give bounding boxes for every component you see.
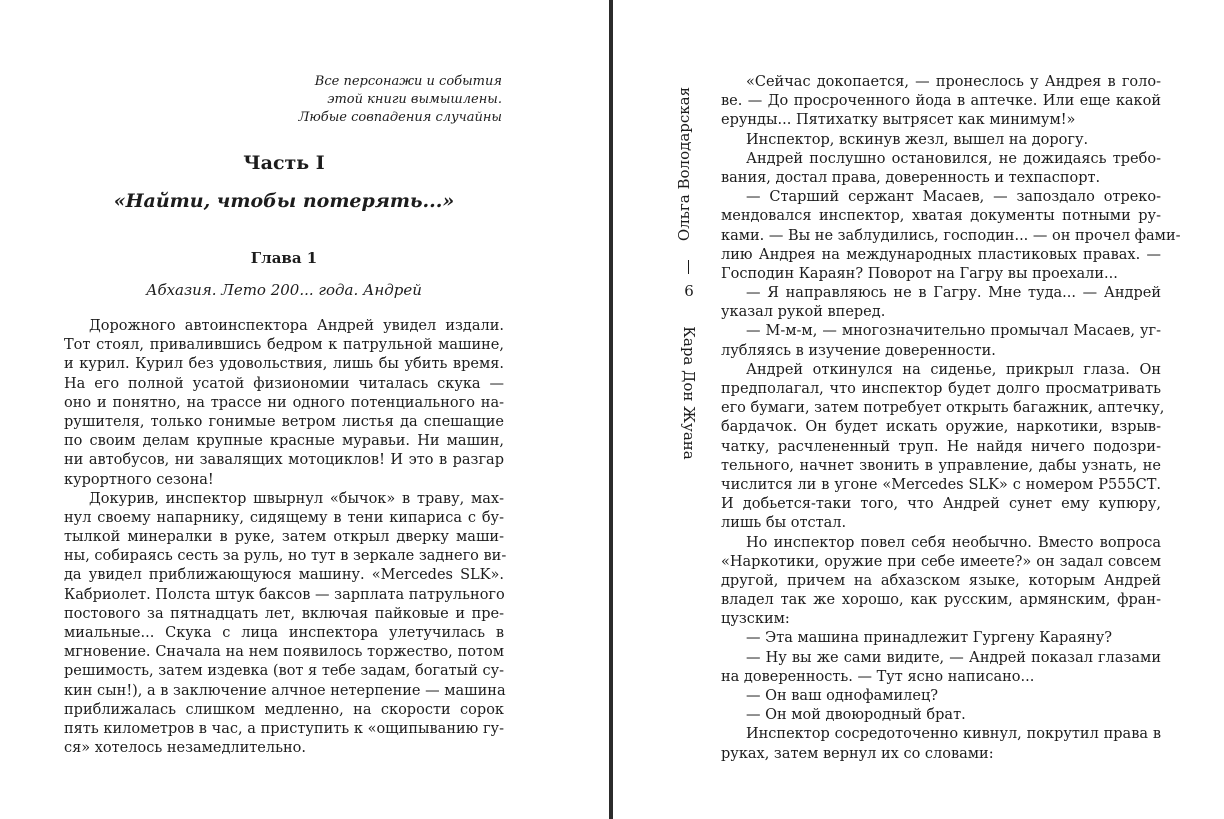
text-line: числится ли в угоне «Mercedes SLK» с номером Р555СТ. bbox=[721, 476, 1161, 493]
text-line: цузским: bbox=[721, 611, 790, 628]
text-line: — Старший сержант Масаев, — запоздало отреко- bbox=[746, 189, 1161, 206]
text-line: ве. — До просроченного йода в аптечке. Или еще какой bbox=[721, 93, 1161, 110]
text-line: постового за пятнадцать лет, включая пайковые и пре- bbox=[64, 605, 504, 622]
text-line: кин сын!), а в заключение алчное нетерпение — машина bbox=[64, 682, 506, 699]
text-line: И добьется-таки того, что Андрей сунет ему купюру, bbox=[721, 496, 1161, 513]
right-page bbox=[615, 0, 1224, 819]
part-title: Часть I bbox=[243, 152, 325, 174]
text-line: его бумаги, затем потребует открыть багажник, аптечку, bbox=[721, 400, 1165, 417]
text-line: Андрей откинулся на сиденье, прикрыл глаза. Он bbox=[746, 361, 1161, 378]
running-head-book-title: Кара Дон Жуана bbox=[680, 326, 698, 460]
text-line: на доверенность. — Тут ясно написано... bbox=[721, 668, 1035, 685]
text-line: Господин Караян? Поворот на Гагру вы проехали... bbox=[721, 265, 1118, 282]
text-line: и курил. Курил без удовольствия, лишь бы убить время. bbox=[64, 356, 504, 373]
text-line: — Ну вы же сами видите, — Андрей показал глазами bbox=[746, 649, 1161, 666]
chapter-subtitle: Абхазия. Лето 200... года. Андрей bbox=[146, 281, 422, 299]
text-line: приближалась слишком медленно, на скорости сорок bbox=[64, 701, 504, 718]
text-line: ны, собираясь сесть за руль, но тут в зеркале заднего ви- bbox=[64, 548, 507, 565]
text-line: лишь бы отстал. bbox=[721, 515, 847, 532]
text-line: да увидел приближающуюся машину. «Mercedes SLK». bbox=[64, 567, 504, 584]
text-line: «Сейчас докопается, — пронеслось у Андрея в голо- bbox=[746, 74, 1161, 90]
text-line: — Я направляюсь не в Гагру. Мне туда... — Андрей bbox=[746, 285, 1161, 302]
text-line: — Он ваш однофамилец? bbox=[746, 688, 939, 704]
text-line: Но инспектор повел себя необычно. Вместо вопроса bbox=[746, 534, 1161, 551]
text-line: оно и понятно, на трассе ни одного потенциального на- bbox=[64, 394, 504, 411]
running-head-rule bbox=[688, 260, 689, 274]
running-head-author: Ольга Володарская bbox=[675, 86, 693, 242]
text-line: указал рукой вперед. bbox=[721, 304, 886, 321]
part-subtitle: «Найти, чтобы потерять...» bbox=[113, 190, 455, 212]
text-line: вания, достал права, доверенность и техпаспорт. bbox=[721, 169, 1101, 186]
text-line: чатку, расчлененный труп. Не найдя ничего подозри- bbox=[721, 438, 1161, 455]
page-number: 6 bbox=[684, 282, 694, 300]
text-line: владел так же хорошо, как русским, армянским, фран- bbox=[721, 592, 1161, 609]
text-line: бардачок. Он будет искать оружие, наркотики, взрыв- bbox=[721, 419, 1161, 436]
text-line: Инспектор сосредоточенно кивнул, покрутил права в bbox=[746, 726, 1161, 743]
text-line: Дорожного автоинспектора Андрей увидел издали. bbox=[89, 318, 504, 334]
text-line: тылкой минералки в руке, затем открыл дверку маши- bbox=[64, 529, 504, 546]
left-page bbox=[0, 0, 609, 819]
text-line: решимость, затем издевка (вот я тебе задам, богатый су- bbox=[64, 663, 505, 680]
right-page-body-text bbox=[721, 73, 1181, 764]
text-line: Кабриолет. Полста штук баксов — зарплата патрульного bbox=[64, 586, 505, 603]
text-line: руках, затем вернул их со словами: bbox=[721, 745, 994, 762]
text-line: тельного, начнет звонить в управление, дабы узнать, не bbox=[721, 457, 1161, 474]
chapter-title: Глава 1 bbox=[250, 249, 318, 267]
text-line: лию Андрея на международных пластиковых правах. — bbox=[721, 246, 1161, 263]
epigraph-line: этой книги вымышлены. bbox=[327, 92, 502, 107]
text-line: «Наркотики, оружие при себе имеете?» он задал совсем bbox=[721, 553, 1161, 570]
text-line: предполагал, что инспектор будет долго просматривать bbox=[721, 381, 1161, 397]
text-line: ерунды... Пятихатку вытрясет как минимум!» bbox=[721, 112, 1076, 129]
text-line: миальные... Скука с лица инспектора улетучилась в bbox=[64, 625, 504, 641]
text-line: Андрей послушно остановился, не дожидаясь требо- bbox=[746, 150, 1161, 167]
running-head bbox=[675, 85, 699, 465]
epigraph-line: Все персонажи и события bbox=[314, 74, 502, 89]
text-line: ками. — Вы не заблудились, господин... — он прочел фами- bbox=[721, 227, 1181, 244]
text-line: — М-м-м, — многозначительно промычал Масаев, уг- bbox=[746, 323, 1161, 340]
text-line: лубляясь в изучение доверенности. bbox=[721, 342, 996, 359]
text-line: — Эта машина принадлежит Гургену Караяну? bbox=[746, 630, 1113, 647]
text-line: Докурив, инспектор швырнул «бычок» в траву, мах- bbox=[89, 490, 504, 507]
text-line: На его полной усатой физиономии читалась скука — bbox=[64, 375, 504, 392]
book-spine-divider bbox=[609, 0, 613, 819]
text-line: мгновение. Сначала на нем появилось торжество, потом bbox=[64, 644, 504, 661]
epigraph-line: Любые совпадения случайны bbox=[298, 110, 502, 125]
text-line: ни автобусов, ни завалящих мотоциклов! И это в разгар bbox=[64, 452, 504, 469]
text-line: Инспектор, вскинув жезл, вышел на дорогу. bbox=[746, 131, 1089, 148]
text-line: по своим делам крупные красные муравьи. Ни машин, bbox=[64, 433, 504, 450]
text-line: пять километров в час, а приступить к «ощипыванию гу- bbox=[64, 720, 504, 737]
text-line: нул своему напарнику, сидящему в тени кипариса с бу- bbox=[64, 509, 504, 526]
text-line: Тот стоял, привалившись бедром к патрульной машине, bbox=[64, 337, 504, 354]
text-line: другой, причем на абхазском языке, которым Андрей bbox=[721, 572, 1161, 589]
text-line: рушителя, только гонимые ветром листья да спешащие bbox=[64, 413, 504, 430]
text-line: курортного сезона! bbox=[64, 471, 214, 488]
text-line: ся» хотелось незамедлительно. bbox=[64, 740, 306, 757]
text-line: мендовался инспектор, хватая документы потными ру- bbox=[721, 208, 1161, 225]
left-page-body-text bbox=[64, 317, 507, 758]
text-line: — Он мой двоюродный брат. bbox=[746, 707, 966, 724]
epigraph bbox=[202, 73, 502, 127]
